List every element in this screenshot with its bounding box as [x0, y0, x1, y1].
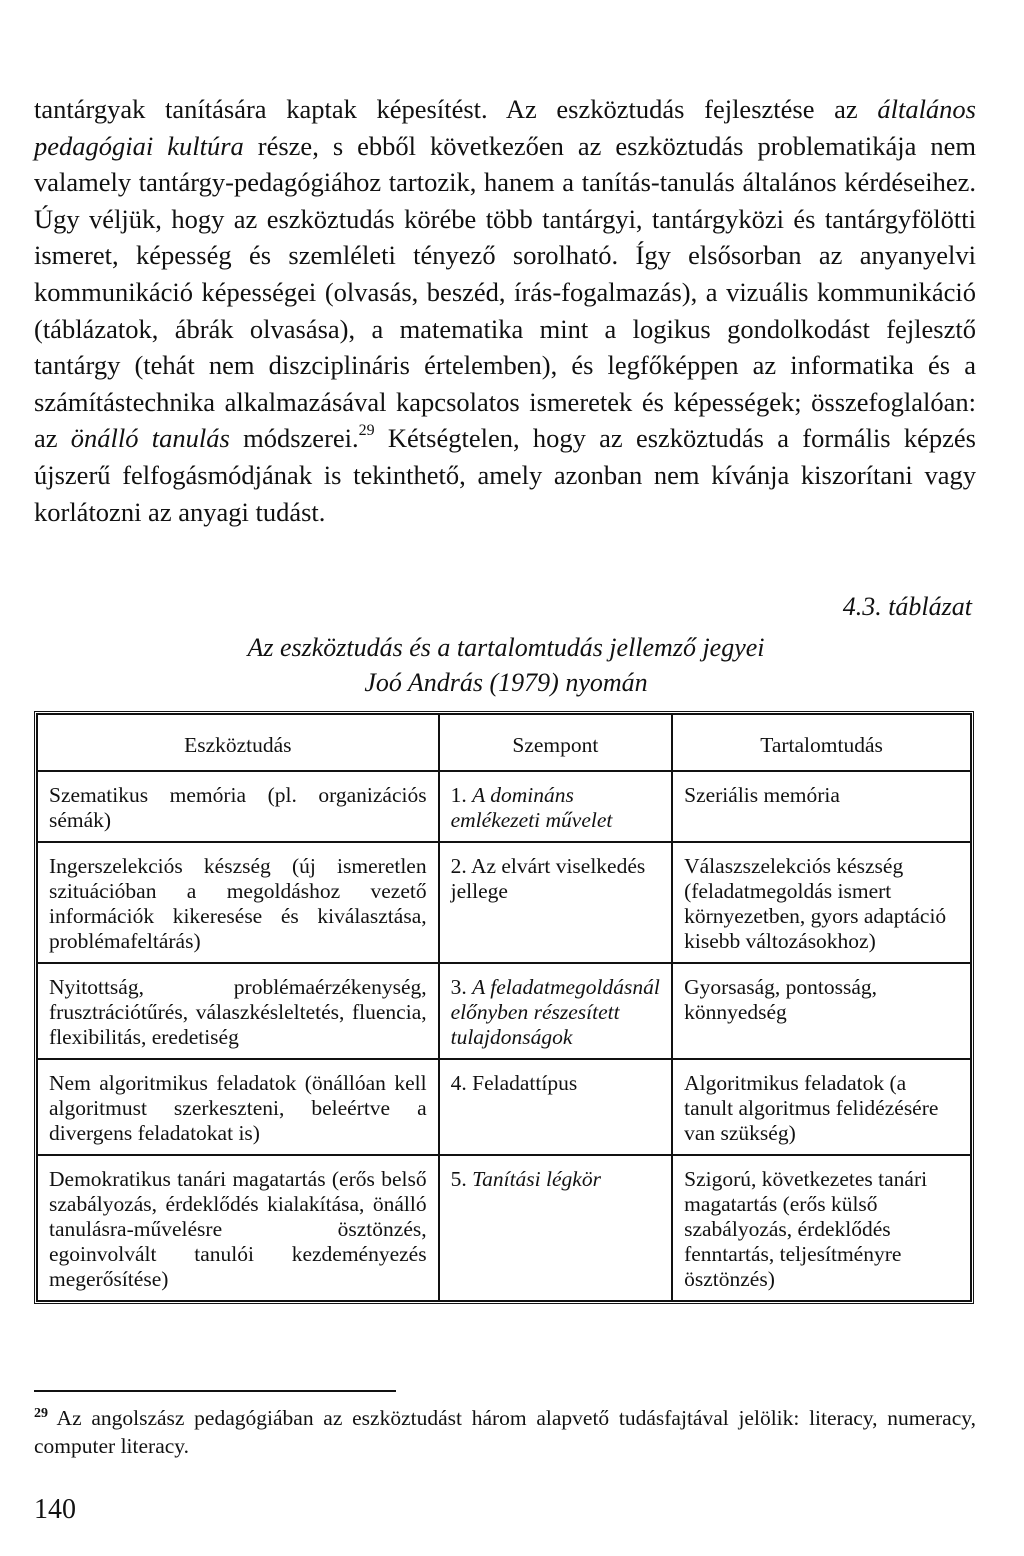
szempont-text: A domináns emlékezeti művelet [450, 783, 613, 832]
header-szempont: Szempont [439, 714, 673, 771]
body-italic-term: általános pedagógiai kultúra [34, 94, 976, 161]
szempont-number: 4. [450, 1071, 467, 1095]
table-caption [34, 630, 978, 700]
header-tartalomtudas: Tartalomtudás [672, 714, 971, 771]
body-italic-term: önálló tanulás [70, 423, 230, 454]
cell-tartalomtudas: Válaszszelekciós készség (feladatmegoldás ismert környezetben, gyors adaptáció kisebb változásokhoz) [672, 842, 971, 963]
cell-tartalomtudas: Algoritmikus feladatok (a tanult algoritmus felidézésére van szükség) [672, 1059, 971, 1155]
table-row [37, 771, 971, 842]
footnote-separator [34, 1390, 396, 1392]
footnote-number: 29 [34, 1406, 48, 1421]
szempont-number: 2. [450, 854, 467, 878]
table-row [37, 963, 971, 1059]
header-eszkoztudas: Eszköztudás [37, 714, 439, 771]
szempont-text: Feladattípus [472, 1071, 578, 1095]
body-text-part: része, s ebből következően az eszköztudás problematikája nem valamely tantárgy-pedagógiához tartozik, hanem a tanítás-tanulás általános kérdéseihez. Úgy véljük, hogy az eszköztudás körébe több tantárgyi, tantárgyközi és tantárgyfölötti ismeret, képesség és szemléleti tényező sorolható. Így elsősorban az anyanyelvi kommunikáció képességei (olvasás, beszéd, írás-fogalmazás), a vizuális kommunikáció (táblázatok, ábrák olvasása), a matematika mint a logikus gondolkodást fejlesztő tantárgy (tehát nem diszciplináris értelemben), és legfőképpen az informatika és a számítástechnika alkalmazásával kapcsolatos ismeretek és képességek; összefoglalóan: az [34, 130, 976, 454]
table-caption-source: Joó András (1979) nyomán [364, 668, 648, 697]
cell-szempont [439, 963, 673, 1059]
cell-tartalomtudas: Szeriális memória [672, 771, 971, 842]
cell-szempont [439, 771, 673, 842]
footnote-reference: 29 [358, 422, 375, 440]
cell-eszkoztudas: Nyitottság, problémaérzékenység, frusztrációtűrés, válaszkésleltetés, fluencia, flexibilitás, eredetiség [37, 963, 439, 1059]
body-text-part: tantárgyak tanítására kaptak képesítést. Az eszköztudás fejlesztése az [34, 94, 878, 124]
cell-szempont [439, 1059, 673, 1155]
body-text-part: módszerei. [229, 423, 359, 454]
cell-szempont [439, 1155, 673, 1301]
cell-eszkoztudas: Ingerszelekciós készség (új ismeretlen szituációban a megoldáshoz vezető információk kikeresése és kiválasztása, problémafeltárás) [37, 842, 439, 963]
szempont-number: 1. [450, 783, 467, 807]
table-row [37, 1155, 971, 1301]
cell-tartalomtudas: Gyorsaság, pontosság, könnyedség [672, 963, 971, 1059]
comparison-table-wrapper [34, 711, 974, 1304]
body-text-part: Kétségtelen, hogy az eszköztudás a formális képzés újszerű felfogásmódjának is tekinthető, amely azonban nem kívánja kiszorítani vagy korlátozni az anyagi tudást. [34, 423, 976, 527]
table-label: 4.3. táblázat [842, 592, 972, 621]
szempont-text: Az elvárt viselkedés jellege [450, 854, 646, 903]
footnote [34, 1404, 976, 1460]
szempont-number: 3. [450, 975, 467, 999]
table-caption-title: Az eszköztudás és a tartalomtudás jellemző jegyei [247, 633, 765, 662]
table-row [37, 1059, 971, 1155]
page-number: 140 [34, 1494, 76, 1525]
footnote-text: Az angolszász pedagógiában az eszköztudást három alapvető tudásfajtával jelölik: literacy, numeracy, computer literacy. [34, 1406, 976, 1458]
body-paragraph [34, 91, 976, 530]
cell-eszkoztudas: Nem algoritmikus feladatok (önállóan kell algoritmust szerkeszteni, beleértve a divergens feladatokat is) [37, 1059, 439, 1155]
cell-eszkoztudas: Szematikus memória (pl. organizációs sémák) [37, 771, 439, 842]
szempont-number: 5. [450, 1167, 467, 1191]
szempont-text: A feladatmegoldásnál előnyben részesített tulajdonságok [450, 975, 660, 1049]
table-row [37, 842, 971, 963]
cell-szempont [439, 842, 673, 963]
cell-eszkoztudas: Demokratikus tanári magatartás (erős belső szabályozás, érdeklődés kialakítása, önálló tanulásra-művelésre ösztönzés, egoinvolvált tanulói kezdeményezés megerősítése) [37, 1155, 439, 1301]
table-header-row [37, 714, 971, 771]
cell-tartalomtudas: Szigorú, következetes tanári magatartás (erős külső szabályozás, érdeklődés fenntartás, teljesítményre ösztönzés) [672, 1155, 971, 1301]
szempont-text: Tanítási légkör [472, 1167, 601, 1191]
comparison-table [34, 711, 974, 1304]
